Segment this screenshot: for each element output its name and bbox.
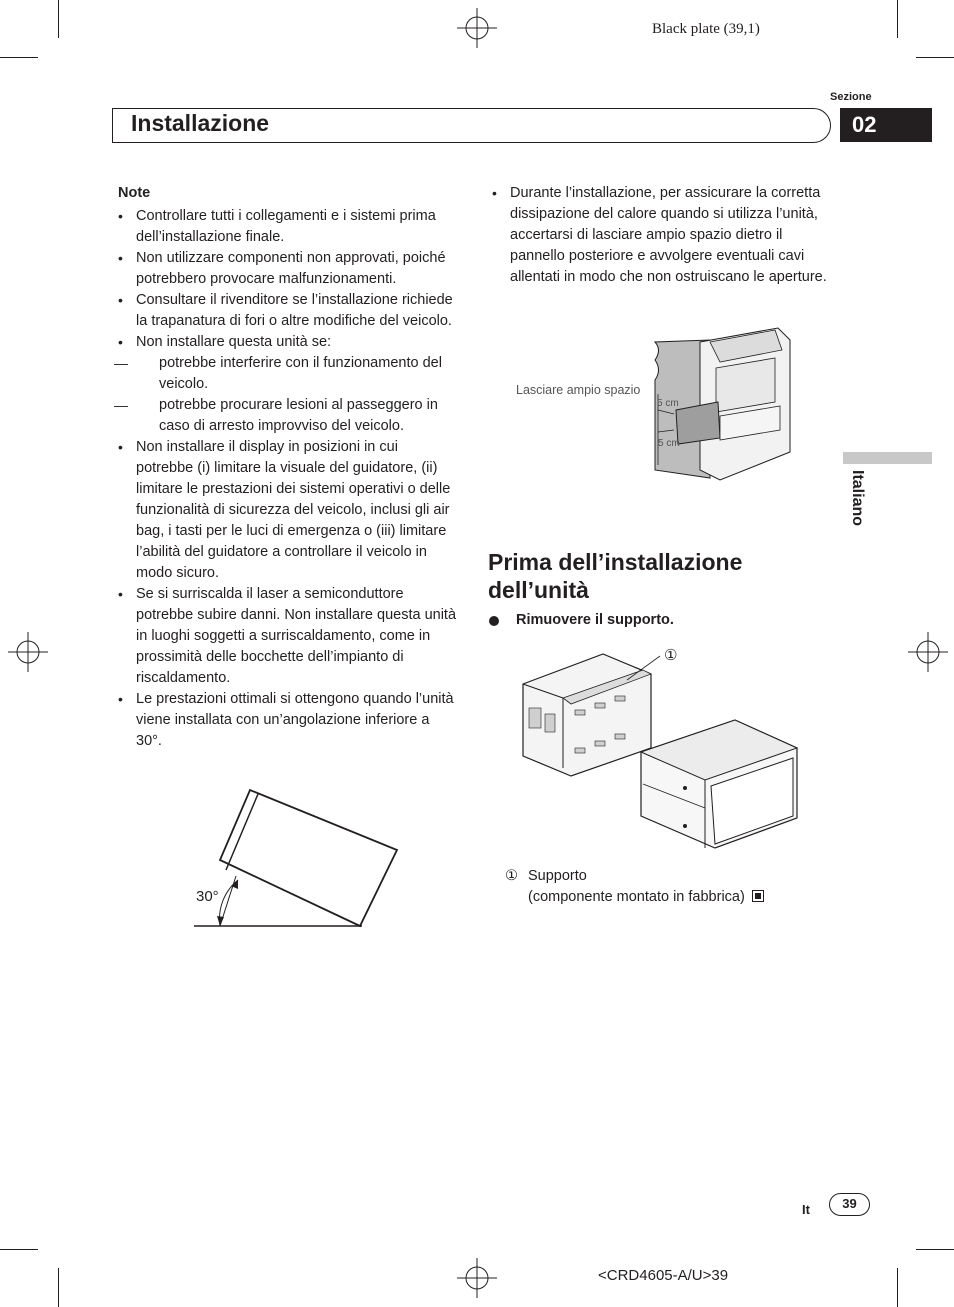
bracket-figure [515, 648, 805, 858]
end-mark-icon [752, 890, 764, 902]
registration-mark-icon [908, 632, 948, 672]
list-item: • Le prestazioni ottimali si ottengono quando l’unità viene installata con un’angolazione inferiore a 30°. [114, 689, 459, 752]
sub-list-item: — potrebbe interferire con il funzionamento del veicolo. [114, 353, 459, 395]
language-code: It [802, 1202, 810, 1217]
list-item: • Non utilizzare componenti non approvati, poiché potrebbero provocare malfunzionamenti. [114, 248, 459, 290]
sub-list-item: — potrebbe procurare lesioni al passeggero in caso di arresto improvviso del veicolo. [114, 395, 459, 437]
left-column [114, 183, 459, 752]
right-column [488, 183, 833, 288]
list-item: • Se si surriscalda il laser a semiconduttore potrebbe subire danni. Non installare questa unità in luoghi soggetti a surriscaldamento, come in prossimità delle bocchette dell’impianto di riscaldamento. [114, 584, 459, 689]
install-angle-figure [190, 780, 410, 930]
page-number: 39 [829, 1193, 870, 1216]
crop-mark [897, 0, 898, 38]
caption-title: Supporto [528, 868, 587, 884]
language-label: Italiano [849, 470, 866, 527]
gap-label-bottom: 5 cm [658, 438, 680, 449]
callout-number: ① [664, 647, 678, 664]
document-code: <CRD4605-A/U>39 [598, 1267, 729, 1284]
caption-detail: (componente montato in fabbrica) [528, 889, 745, 905]
sub-list [114, 353, 459, 437]
list-item: • Non installare il display in posizioni in cui potrebbe (i) limitare la visuale del guidatore, (ii) limitare le prestazioni dei sistemi operativi o delle funzionalità di sicurezza del veicolo, inclusi gli air bag, i tasti per le luci di emergenza o (iii) limitare l’abilità del guidatore a controllare il veicolo in modo sicuro. [114, 437, 459, 584]
list-item-text: Non installare questa unità se: [136, 334, 332, 350]
crop-mark [0, 1249, 38, 1250]
gap-label-top: 5 cm [657, 398, 679, 409]
crop-mark [897, 1268, 898, 1307]
right-list [488, 183, 833, 288]
crop-mark [916, 57, 954, 58]
caption-number: ① [505, 868, 518, 884]
registration-mark-icon [457, 8, 497, 48]
registration-mark-icon [457, 1258, 497, 1298]
registration-mark-icon [8, 632, 48, 672]
list-item: • Durante l’installazione, per assicurare la corretta dissipazione del calore quando si utilizza l’unità, accertarsi di lasciare ampio spazio dietro il pannello posteriore e avvolgere eventuali cavi allentati in modo che non ostruiscano le aperture. [488, 183, 833, 288]
figure-label: Lasciare ampio spazio [516, 383, 641, 397]
crop-mark [0, 57, 38, 58]
note-heading: Note [118, 185, 151, 201]
caption-row [505, 866, 805, 887]
step-bullet-icon [489, 616, 499, 626]
caption-detail-row [505, 887, 805, 908]
plate-label: Black plate (39,1) [652, 21, 760, 37]
section-label: Sezione [830, 91, 872, 103]
side-language-tab [843, 452, 932, 464]
angle-label: 30° [196, 888, 219, 905]
crop-mark [916, 1249, 954, 1250]
section-number-badge: 02 [840, 108, 932, 142]
figure-caption [505, 866, 805, 908]
step-instruction: Rimuovere il supporto. [516, 612, 674, 628]
section-heading: Prima dell’installazione dell’unità [488, 549, 743, 603]
crop-mark [58, 1268, 59, 1307]
list-item: • Consultare il rivenditore se l’installazione richiede la trapanatura di fori o altre modifiche del veicolo. [114, 290, 459, 332]
crop-mark [58, 0, 59, 38]
list-item [114, 332, 459, 437]
list-item: • Controllare tutti i collegamenti e i sistemi prima dell’installazione finale. [114, 206, 459, 248]
page-title: Installazione [131, 110, 270, 136]
note-list [114, 206, 459, 752]
